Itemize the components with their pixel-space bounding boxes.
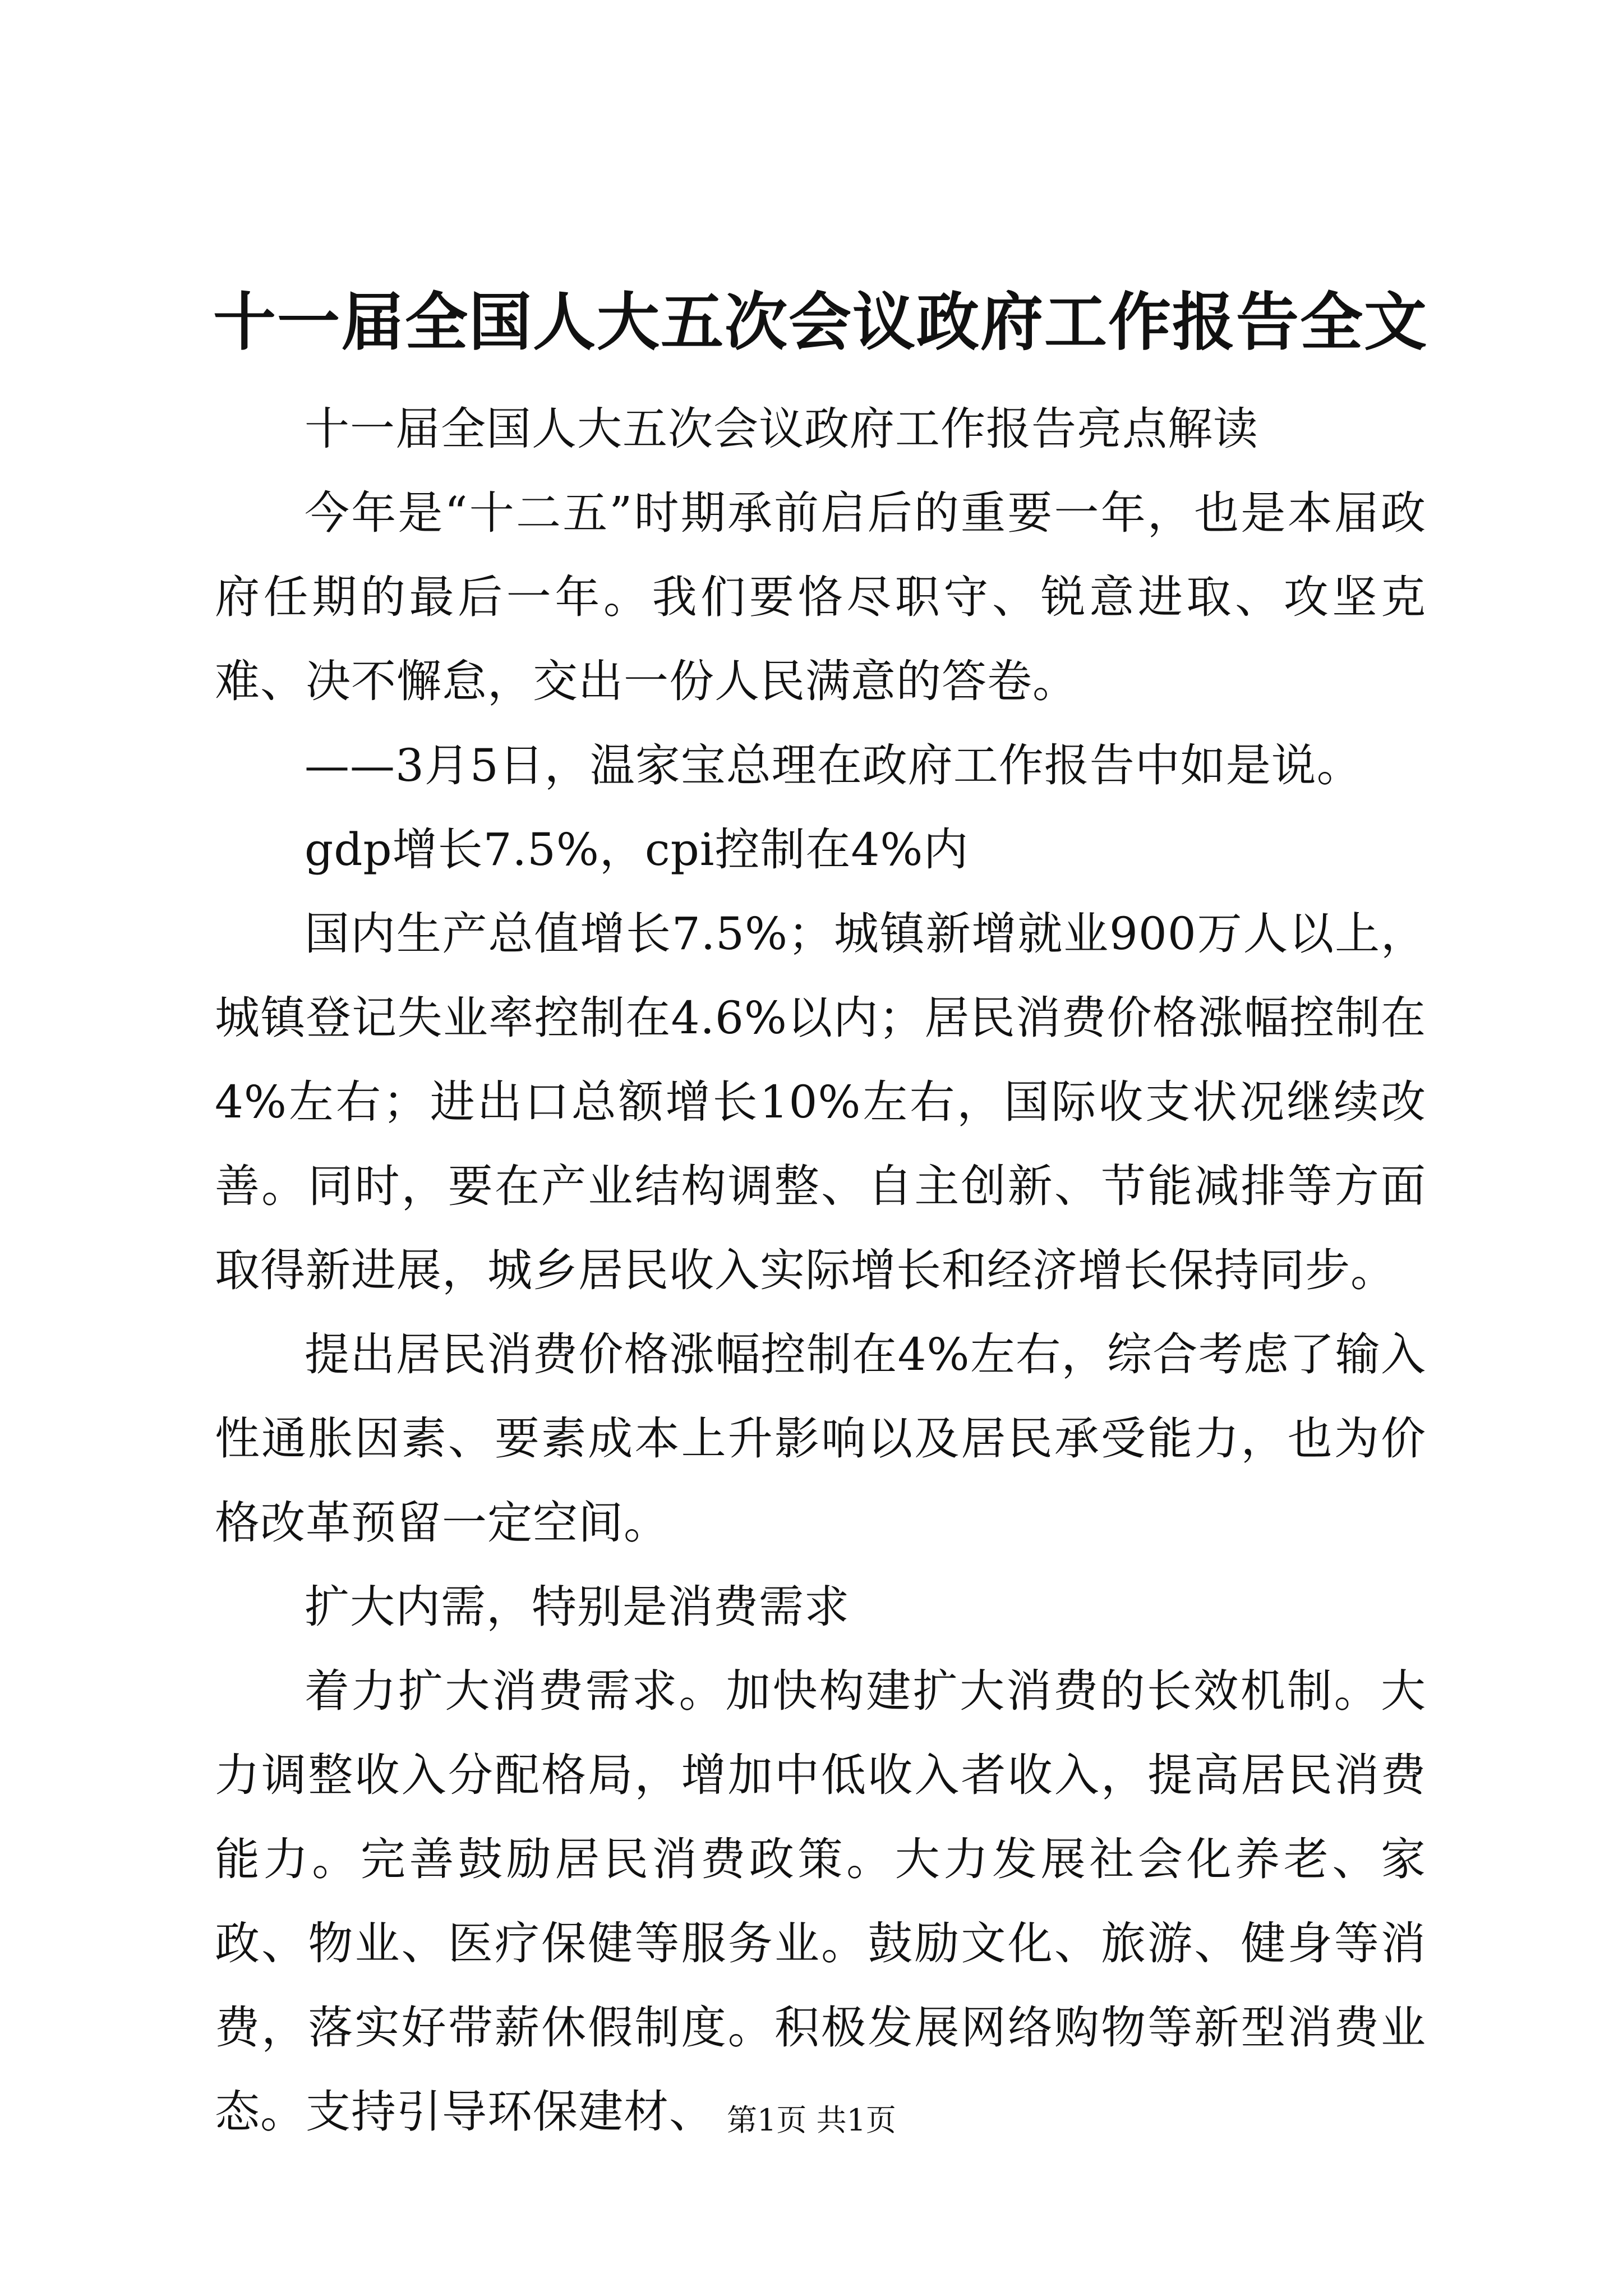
paragraph: 国内生产总值增长7.5%；城镇新增就业900万人以上，城镇登记失业率控制在4.6%以内；居民消费价格涨幅控制在4%左右；进出口总额增长10%左右，国际收支状况继续改善。同时，要在产业结构调整、自主创新、节能减排等方面取得新进展，城乡居民收入实际增长和经济增长保持同步。 xyxy=(215,908,1426,1296)
paragraph-subtitle: 十一届全国人大五次会议政府工作报告亮点解读 xyxy=(305,403,1258,455)
section-heading: gdp增长7.5%，cpi控制在4%内 xyxy=(305,823,969,876)
document-body xyxy=(215,387,1426,2154)
section-heading: 扩大内需，特别是消费需求 xyxy=(305,1581,850,1633)
paragraph: 提出居民消费价格涨幅控制在4%左右，综合考虑了输入性通胀因素、要素成本上升影响以及居民承受能力，也为价格改革预留一定空间。 xyxy=(215,1328,1426,1549)
paragraph-quote-attribution: ——3月5日，温家宝总理在政府工作报告中如是说。 xyxy=(305,739,1362,792)
paragraph: 着力扩大消费需求。加快构建扩大消费的长效机制。大力调整收入分配格局，增加中低收入者收入，提高居民消费能力。完善鼓励居民消费政策。大力发展社会化养老、家政、物业、医疗保健等服务业。鼓励文化、旅游、健身等消费，落实好带薪休假制度。积极发展网络购物等新型消费业态。支持引导环保建材、 xyxy=(215,1665,1426,2138)
document-title: 十一届全国人大五次会议政府工作报告全文 xyxy=(213,286,1428,359)
paragraph: 今年是“十二五”时期承前启后的重要一年，也是本届政府任期的最后一年。我们要恪尽职守、锐意进取、攻坚克难、决不懈怠，交出一份人民满意的答卷。 xyxy=(215,487,1426,707)
page-footer: 第1页 共1页 xyxy=(727,2102,896,2138)
